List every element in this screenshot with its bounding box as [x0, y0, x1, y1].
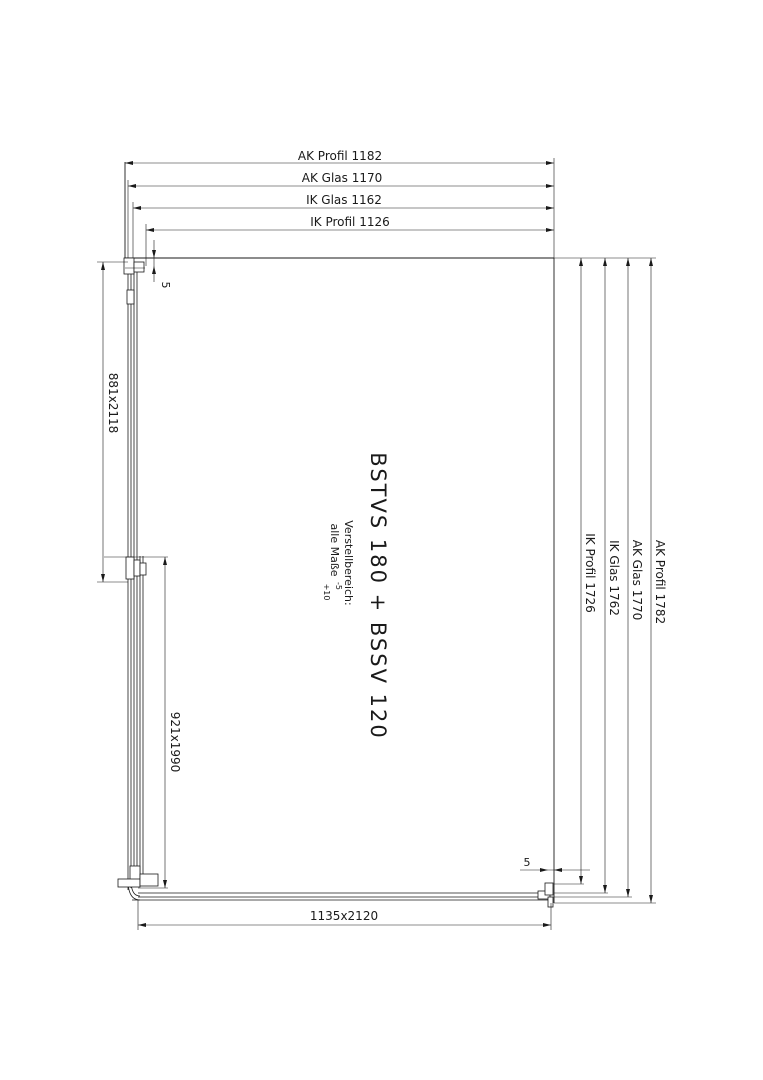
top-dim-ik-profil: IK Profil 1126 — [310, 215, 390, 229]
panel-dim-bottom: 1135x2120 — [309, 909, 379, 923]
right-dim-ik-profil: IK Profil 1726 — [583, 533, 597, 613]
gap-label-top-left: 5 — [159, 281, 172, 289]
gap-top-left — [152, 240, 156, 282]
top-dim-ak-profil: AK Profil 1182 — [297, 149, 383, 163]
top-dim-ak-glas: AK Glas 1170 — [301, 171, 383, 185]
note-tol-plus: +10 — [322, 583, 331, 601]
note-tol-minus: -5 — [334, 582, 343, 590]
top-dim-ik-glas: IK Glas 1162 — [306, 193, 382, 207]
right-dim-ak-profil: AK Profil 1782 — [653, 539, 667, 625]
drawing-title: BSTVS 180 + BSSV 120 — [366, 452, 390, 740]
panel-dim-upper: 881x2118 — [106, 372, 120, 434]
gap-label-bottom-right: 5 — [523, 856, 531, 869]
right-dim-ik-glas: IK Glas 1762 — [607, 540, 621, 616]
panel-dim-lower: 921x1990 — [168, 711, 182, 773]
hinge-middle-left — [104, 557, 168, 579]
right-dim-ak-glas: AK Glas 1770 — [630, 539, 644, 621]
gap-bottom-right — [520, 868, 590, 872]
hinge-top-left — [124, 258, 145, 304]
note-adjust-range: Verstellbereich: — [342, 520, 355, 606]
note-all-dims: alle Maße — [328, 523, 341, 577]
